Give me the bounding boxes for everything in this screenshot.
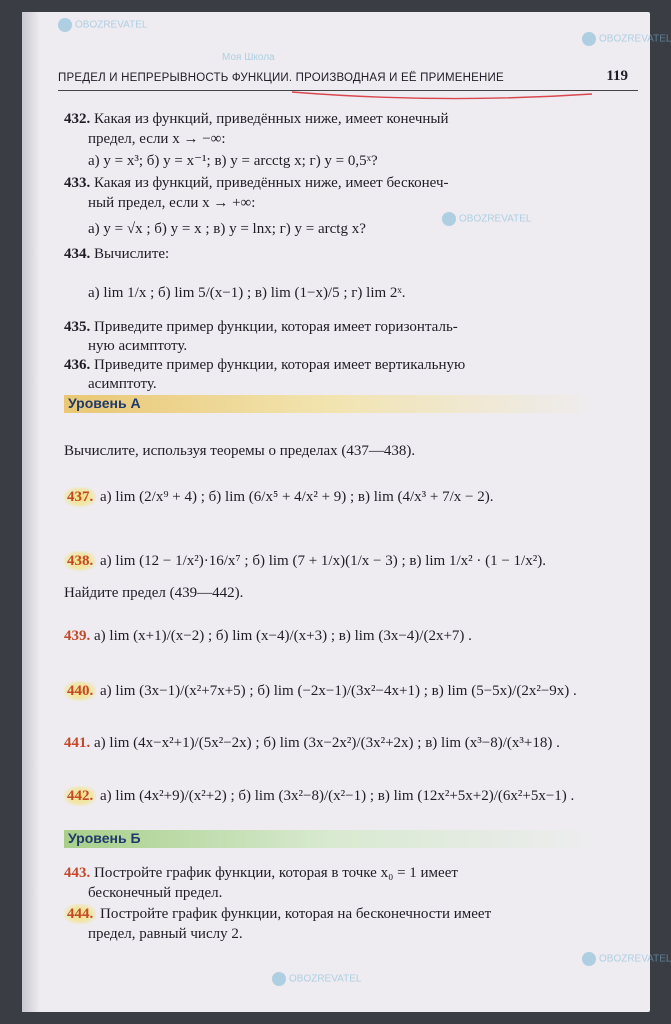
watermark-text: OBOZREVATEL [289, 973, 362, 985]
problem-text: а) lim (4x−x²+1)/(5x²−2x) ; б) lim (3x−2x²)/(3x²+2x) ; в) lim (x³−8)/(x³+18) . [94, 735, 560, 751]
problem-436-line1 [64, 356, 465, 374]
problem-444-line2: предел, равный числу 2. [88, 926, 243, 942]
problem-text: Приведите пример функции, которая имеет вертикальную [94, 357, 466, 373]
textbook-page [22, 12, 671, 1012]
watermark-text: OBOZREVATEL [599, 953, 671, 965]
problem-437 [64, 488, 494, 506]
problem-number: 435. [64, 319, 91, 335]
watermark [58, 18, 147, 32]
problem-text: а) lim (4x²+9)/(x²+2) ; б) lim (3x²−8)/(x²−1) ; в) lim (12x²+5x+2)/(6x²+5x−1) . [100, 788, 575, 804]
watermark-text: OBOZREVATEL [599, 33, 671, 45]
problem-436-line2: асимптоту. [88, 376, 157, 392]
problem-number: 441. [64, 735, 91, 751]
page-header [58, 68, 638, 91]
problem-text: Приведите пример функции, которая имеет горизонталь- [94, 319, 458, 335]
problem-443-line1 [64, 864, 458, 882]
problem-text: Постройте график функции, которая в точке x₀ = 1 имеет [94, 865, 458, 881]
level-a-banner: Уровень А [64, 395, 598, 413]
problem-number: 438. [64, 551, 96, 571]
problem-number: 442. [64, 786, 96, 806]
problem-434-options: а) lim 1/x ; б) lim 5/(x−1) ; в) lim (1−x)/5 ; г) lim 2ˣ. [88, 285, 406, 301]
problem-435-line1 [64, 318, 458, 336]
obozrevatel-logo-icon [582, 952, 596, 966]
problem-434-line1 [64, 245, 169, 263]
header-title: ПРЕДЕЛ И НЕПРЕРЫВНОСТЬ ФУНКЦИИ. ПРОИЗВОДНАЯ И ЕЁ ПРИМЕНЕНИЕ [58, 72, 504, 84]
problem-440 [64, 682, 577, 700]
watermark [582, 32, 671, 46]
level-b-banner: Уровень Б [64, 830, 598, 848]
problem-number: 439. [64, 628, 91, 644]
problem-number: 443. [64, 865, 91, 881]
problem-number: 432. [64, 111, 91, 127]
find-limit-heading: Найдите предел (439—442). [64, 585, 244, 601]
problem-number: 436. [64, 357, 91, 373]
problem-text: Постройте график функции, которая на бесконечности имеет [100, 906, 492, 922]
problem-number: 444. [64, 904, 96, 924]
obozrevatel-logo-icon [442, 212, 456, 226]
problem-443-line2: бесконечный предел. [88, 885, 223, 901]
page-spine [22, 12, 40, 1012]
obozrevatel-logo-icon [582, 32, 596, 46]
problem-433-options: а) y = √x ; б) y = x ; в) y = lnx; г) y = arctg x? [88, 221, 366, 237]
problem-text: а) lim (x+1)/(x−2) ; б) lim (x−4)/(x+3) ; в) lim (3x−4)/(2x+7) . [94, 628, 472, 644]
problem-number: 437. [64, 487, 96, 507]
watermark-text: OBOZREVATEL [459, 213, 532, 225]
problem-number: 440. [64, 681, 96, 701]
obozrevatel-logo-icon [272, 972, 286, 986]
problem-432-options: а) y = x³; б) y = x⁻¹; в) y = arcctg x; г) y = 0,5ˣ? [88, 153, 378, 169]
problem-433-line1 [64, 174, 448, 192]
problem-number: 433. [64, 175, 91, 191]
problem-433-line2: ный предел, если x → +∞: [88, 195, 256, 211]
problem-442 [64, 787, 574, 805]
problem-432-line2: предел, если x → −∞: [88, 131, 226, 147]
problem-number: 434. [64, 246, 91, 262]
problem-438 [64, 552, 546, 570]
problem-435-line2: ную асимптоту. [88, 338, 188, 354]
watermark [272, 972, 361, 986]
section-intro: Вычислите, используя теоремы о пределах (437—438). [64, 443, 416, 459]
problem-text: Какая из функций, приведённых ниже, имеет конечный [94, 111, 449, 127]
watermark [442, 212, 531, 226]
red-decorative-curve [292, 90, 592, 104]
watermark-text: Моя Школа [222, 52, 275, 63]
page-number: 119 [606, 68, 628, 84]
obozrevatel-logo-icon [58, 18, 72, 32]
problem-444-line1 [64, 905, 491, 923]
problem-text: а) lim (2/x⁹ + 4) ; б) lim (6/x⁵ + 4/x² + 9) ; в) lim (4/x³ + 7/x − 2). [100, 489, 494, 505]
problem-text: Какая из функций, приведённых ниже, имеет бесконеч- [94, 175, 449, 191]
problem-text: а) lim (12 − 1/x²)·16/x⁷ ; б) lim (7 + 1/x)(1/x − 3) ; в) lim 1/x² · (1 − 1/x²). [100, 553, 546, 569]
problem-441 [64, 734, 560, 752]
problem-439 [64, 627, 472, 645]
watermark [222, 52, 275, 63]
watermark [582, 952, 671, 966]
problem-text: Вычислите: [94, 246, 170, 262]
problem-432-line1 [64, 110, 449, 128]
problem-text: а) lim (3x−1)/(x²+7x+5) ; б) lim (−2x−1)/(3x²−4x+1) ; в) lim (5−5x)/(2x²−9x) . [100, 683, 577, 699]
watermark-text: OBOZREVATEL [75, 19, 148, 31]
